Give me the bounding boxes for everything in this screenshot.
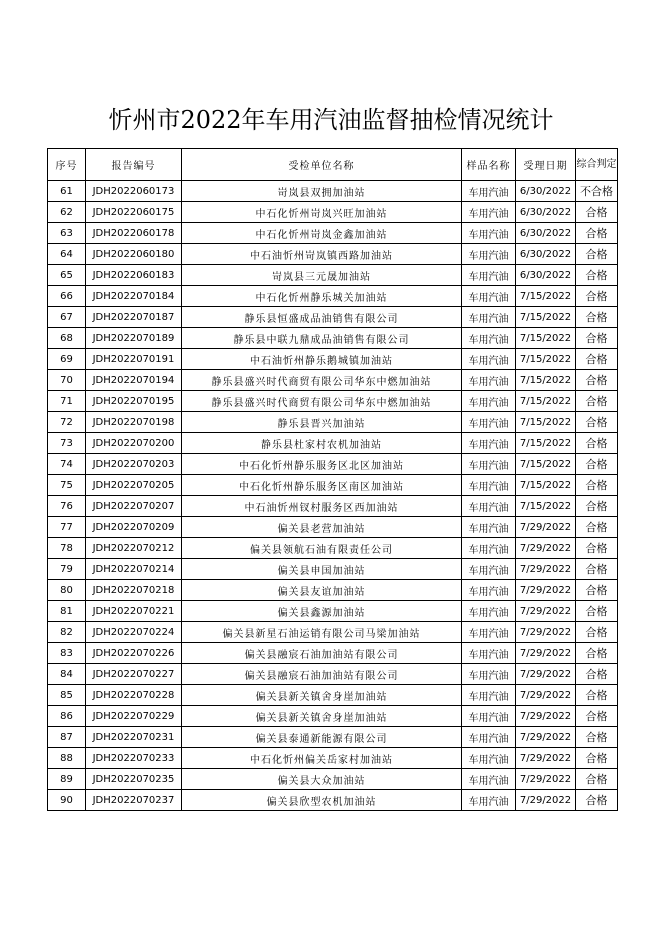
row-number: 83	[48, 643, 86, 664]
header-date: 受理日期	[516, 149, 576, 181]
report-number: JDH2022070227	[86, 664, 182, 685]
inspected-unit: 偏关县老营加油站	[182, 517, 462, 538]
table-row	[48, 223, 618, 244]
acceptance-date: 6/30/2022	[516, 244, 576, 265]
sample-name: 车用汽油	[462, 559, 516, 580]
sample-name: 车用汽油	[462, 790, 516, 811]
report-number: JDH2022070200	[86, 433, 182, 454]
sample-name: 车用汽油	[462, 685, 516, 706]
overall-result: 合格	[576, 580, 618, 601]
table-row	[48, 706, 618, 727]
row-number: 69	[48, 349, 86, 370]
sample-name: 车用汽油	[462, 328, 516, 349]
table-row	[48, 202, 618, 223]
report-number: JDH2022070229	[86, 706, 182, 727]
overall-result: 合格	[576, 412, 618, 433]
inspected-unit: 偏关县申国加油站	[182, 559, 462, 580]
table-row	[48, 412, 618, 433]
acceptance-date: 7/15/2022	[516, 370, 576, 391]
report-number: JDH2022070209	[86, 517, 182, 538]
acceptance-date: 7/29/2022	[516, 538, 576, 559]
table-body	[48, 181, 618, 811]
inspection-table	[47, 148, 618, 811]
sample-name: 车用汽油	[462, 580, 516, 601]
sample-name: 车用汽油	[462, 601, 516, 622]
row-number: 84	[48, 664, 86, 685]
overall-result: 合格	[576, 538, 618, 559]
acceptance-date: 7/15/2022	[516, 412, 576, 433]
overall-result: 合格	[576, 601, 618, 622]
row-number: 62	[48, 202, 86, 223]
report-number: JDH2022070187	[86, 307, 182, 328]
inspected-unit: 中石化忻州静乐服务区北区加油站	[182, 454, 462, 475]
inspected-unit: 中石化忻州偏关岳家村加油站	[182, 748, 462, 769]
overall-result: 合格	[576, 307, 618, 328]
sample-name: 车用汽油	[462, 496, 516, 517]
sample-name: 车用汽油	[462, 727, 516, 748]
table-row	[48, 643, 618, 664]
table-row	[48, 601, 618, 622]
table-row	[48, 517, 618, 538]
row-number: 71	[48, 391, 86, 412]
sample-name: 车用汽油	[462, 475, 516, 496]
overall-result: 合格	[576, 265, 618, 286]
overall-result: 合格	[576, 349, 618, 370]
acceptance-date: 7/29/2022	[516, 559, 576, 580]
table-row	[48, 181, 618, 202]
header-report: 报告编号	[86, 149, 182, 181]
overall-result: 合格	[576, 475, 618, 496]
sample-name: 车用汽油	[462, 433, 516, 454]
report-number: JDH2022070205	[86, 475, 182, 496]
row-number: 87	[48, 727, 86, 748]
table-row	[48, 727, 618, 748]
report-number: JDH2022070198	[86, 412, 182, 433]
row-number: 90	[48, 790, 86, 811]
acceptance-date: 6/30/2022	[516, 223, 576, 244]
report-number: JDH2022070235	[86, 769, 182, 790]
acceptance-date: 7/15/2022	[516, 433, 576, 454]
inspected-unit: 偏关县鑫源加油站	[182, 601, 462, 622]
header-no: 序号	[48, 149, 86, 181]
acceptance-date: 7/29/2022	[516, 727, 576, 748]
sample-name: 车用汽油	[462, 391, 516, 412]
acceptance-date: 7/29/2022	[516, 643, 576, 664]
overall-result: 合格	[576, 643, 618, 664]
row-number: 79	[48, 559, 86, 580]
acceptance-date: 7/29/2022	[516, 790, 576, 811]
acceptance-date: 7/15/2022	[516, 391, 576, 412]
header-unit: 受检单位名称	[182, 149, 462, 181]
report-number: JDH2022070233	[86, 748, 182, 769]
row-number: 81	[48, 601, 86, 622]
inspected-unit: 岢岚县双拥加油站	[182, 181, 462, 202]
overall-result: 合格	[576, 517, 618, 538]
overall-result: 合格	[576, 370, 618, 391]
report-number: JDH2022070194	[86, 370, 182, 391]
acceptance-date: 7/29/2022	[516, 748, 576, 769]
acceptance-date: 7/29/2022	[516, 706, 576, 727]
table-header-row	[48, 149, 618, 181]
header-result: 综合判定	[576, 149, 618, 181]
table-row	[48, 580, 618, 601]
report-number: JDH2022070231	[86, 727, 182, 748]
overall-result: 合格	[576, 664, 618, 685]
acceptance-date: 7/29/2022	[516, 685, 576, 706]
report-number: JDH2022070189	[86, 328, 182, 349]
sample-name: 车用汽油	[462, 622, 516, 643]
inspected-unit: 偏关县大众加油站	[182, 769, 462, 790]
acceptance-date: 7/15/2022	[516, 475, 576, 496]
inspected-unit: 偏关县欣型农机加油站	[182, 790, 462, 811]
row-number: 82	[48, 622, 86, 643]
overall-result: 合格	[576, 706, 618, 727]
row-number: 86	[48, 706, 86, 727]
sample-name: 车用汽油	[462, 244, 516, 265]
inspected-unit: 中石化忻州静乐城关加油站	[182, 286, 462, 307]
table-row	[48, 349, 618, 370]
inspected-unit: 偏关县融宸石油加油站有限公司	[182, 664, 462, 685]
table-row	[48, 454, 618, 475]
table-row	[48, 391, 618, 412]
row-number: 64	[48, 244, 86, 265]
acceptance-date: 7/15/2022	[516, 349, 576, 370]
table-row	[48, 328, 618, 349]
sample-name: 车用汽油	[462, 769, 516, 790]
row-number: 68	[48, 328, 86, 349]
overall-result: 合格	[576, 748, 618, 769]
inspected-unit: 偏关县领航石油有限责任公司	[182, 538, 462, 559]
row-number: 88	[48, 748, 86, 769]
report-number: JDH2022070237	[86, 790, 182, 811]
inspected-unit: 偏关县新关镇舍身崖加油站	[182, 706, 462, 727]
table-row	[48, 265, 618, 286]
table-row	[48, 538, 618, 559]
inspected-unit: 偏关县泰通新能源有限公司	[182, 727, 462, 748]
inspected-unit: 静乐县恒盛成品油销售有限公司	[182, 307, 462, 328]
overall-result: 合格	[576, 559, 618, 580]
row-number: 70	[48, 370, 86, 391]
table-row	[48, 664, 618, 685]
inspected-unit: 偏关县新关镇舍身崖加油站	[182, 685, 462, 706]
inspected-unit: 中石化忻州静乐服务区南区加油站	[182, 475, 462, 496]
report-number: JDH2022070226	[86, 643, 182, 664]
row-number: 73	[48, 433, 86, 454]
report-number: JDH2022070207	[86, 496, 182, 517]
report-number: JDH2022070195	[86, 391, 182, 412]
sample-name: 车用汽油	[462, 265, 516, 286]
report-number: JDH2022070214	[86, 559, 182, 580]
acceptance-date: 6/30/2022	[516, 181, 576, 202]
overall-result: 合格	[576, 454, 618, 475]
acceptance-date: 6/30/2022	[516, 202, 576, 223]
inspected-unit: 静乐县中联九鼎成品油销售有限公司	[182, 328, 462, 349]
report-number: JDH2022070184	[86, 286, 182, 307]
report-number: JDH2022070191	[86, 349, 182, 370]
table-row	[48, 769, 618, 790]
row-number: 80	[48, 580, 86, 601]
sample-name: 车用汽油	[462, 202, 516, 223]
overall-result: 合格	[576, 202, 618, 223]
row-number: 75	[48, 475, 86, 496]
row-number: 61	[48, 181, 86, 202]
overall-result: 合格	[576, 790, 618, 811]
overall-result: 合格	[576, 433, 618, 454]
acceptance-date: 7/29/2022	[516, 664, 576, 685]
sample-name: 车用汽油	[462, 181, 516, 202]
table-row	[48, 370, 618, 391]
row-number: 77	[48, 517, 86, 538]
report-number: JDH2022070218	[86, 580, 182, 601]
table-row	[48, 685, 618, 706]
inspected-unit: 偏关县新星石油运销有限公司马梁加油站	[182, 622, 462, 643]
acceptance-date: 7/29/2022	[516, 601, 576, 622]
report-number: JDH2022060178	[86, 223, 182, 244]
report-number: JDH2022070212	[86, 538, 182, 559]
inspected-unit: 中石化忻州岢岚兴旺加油站	[182, 202, 462, 223]
acceptance-date: 7/29/2022	[516, 580, 576, 601]
header-product: 样品名称	[462, 149, 516, 181]
table-row	[48, 496, 618, 517]
inspected-unit: 中石油忻州岢岚镇西路加油站	[182, 244, 462, 265]
report-number: JDH2022060173	[86, 181, 182, 202]
row-number: 85	[48, 685, 86, 706]
sample-name: 车用汽油	[462, 664, 516, 685]
sample-name: 车用汽油	[462, 307, 516, 328]
inspected-unit: 中石油忻州钗村服务区西加油站	[182, 496, 462, 517]
overall-result: 合格	[576, 622, 618, 643]
acceptance-date: 7/15/2022	[516, 286, 576, 307]
acceptance-date: 7/29/2022	[516, 769, 576, 790]
row-number: 89	[48, 769, 86, 790]
report-number: JDH2022070228	[86, 685, 182, 706]
inspected-unit: 偏关县融宸石油加油站有限公司	[182, 643, 462, 664]
inspected-unit: 静乐县杜家村农机加油站	[182, 433, 462, 454]
acceptance-date: 7/29/2022	[516, 517, 576, 538]
row-number: 65	[48, 265, 86, 286]
overall-result: 合格	[576, 496, 618, 517]
table-row	[48, 307, 618, 328]
table-row	[48, 286, 618, 307]
acceptance-date: 6/30/2022	[516, 265, 576, 286]
table-row	[48, 559, 618, 580]
inspected-unit: 中石油忻州静乐鹅城镇加油站	[182, 349, 462, 370]
inspected-unit: 静乐县晋兴加油站	[182, 412, 462, 433]
overall-result: 合格	[576, 391, 618, 412]
table-row	[48, 244, 618, 265]
sample-name: 车用汽油	[462, 706, 516, 727]
sample-name: 车用汽油	[462, 349, 516, 370]
page-title: 忻州市2022年车用汽油监督抽检情况统计	[108, 106, 554, 134]
table-row	[48, 622, 618, 643]
inspected-unit: 静乐县盛兴时代商贸有限公司华东中燃加油站	[182, 391, 462, 412]
inspected-unit: 岢岚县三元晟加油站	[182, 265, 462, 286]
table-row	[48, 790, 618, 811]
inspected-unit: 静乐县盛兴时代商贸有限公司华东中燃加油站	[182, 370, 462, 391]
table-row	[48, 433, 618, 454]
acceptance-date: 7/15/2022	[516, 307, 576, 328]
acceptance-date: 7/15/2022	[516, 496, 576, 517]
sample-name: 车用汽油	[462, 517, 516, 538]
inspected-unit: 中石化忻州岢岚金鑫加油站	[182, 223, 462, 244]
sample-name: 车用汽油	[462, 370, 516, 391]
sample-name: 车用汽油	[462, 223, 516, 244]
table-row	[48, 748, 618, 769]
overall-result: 合格	[576, 328, 618, 349]
report-number: JDH2022070221	[86, 601, 182, 622]
sample-name: 车用汽油	[462, 454, 516, 475]
overall-result: 不合格	[576, 181, 618, 202]
row-number: 67	[48, 307, 86, 328]
overall-result: 合格	[576, 769, 618, 790]
table-row	[48, 475, 618, 496]
overall-result: 合格	[576, 685, 618, 706]
row-number: 76	[48, 496, 86, 517]
row-number: 66	[48, 286, 86, 307]
overall-result: 合格	[576, 286, 618, 307]
report-number: JDH2022070203	[86, 454, 182, 475]
overall-result: 合格	[576, 244, 618, 265]
sample-name: 车用汽油	[462, 538, 516, 559]
row-number: 74	[48, 454, 86, 475]
sample-name: 车用汽油	[462, 643, 516, 664]
row-number: 63	[48, 223, 86, 244]
inspected-unit: 偏关县友谊加油站	[182, 580, 462, 601]
row-number: 78	[48, 538, 86, 559]
sample-name: 车用汽油	[462, 748, 516, 769]
report-number: JDH2022060183	[86, 265, 182, 286]
report-number: JDH2022070224	[86, 622, 182, 643]
sample-name: 车用汽油	[462, 412, 516, 433]
report-number: JDH2022060180	[86, 244, 182, 265]
overall-result: 合格	[576, 727, 618, 748]
row-number: 72	[48, 412, 86, 433]
acceptance-date: 7/15/2022	[516, 328, 576, 349]
report-number: JDH2022060175	[86, 202, 182, 223]
sample-name: 车用汽油	[462, 286, 516, 307]
acceptance-date: 7/29/2022	[516, 622, 576, 643]
overall-result: 合格	[576, 223, 618, 244]
acceptance-date: 7/15/2022	[516, 454, 576, 475]
